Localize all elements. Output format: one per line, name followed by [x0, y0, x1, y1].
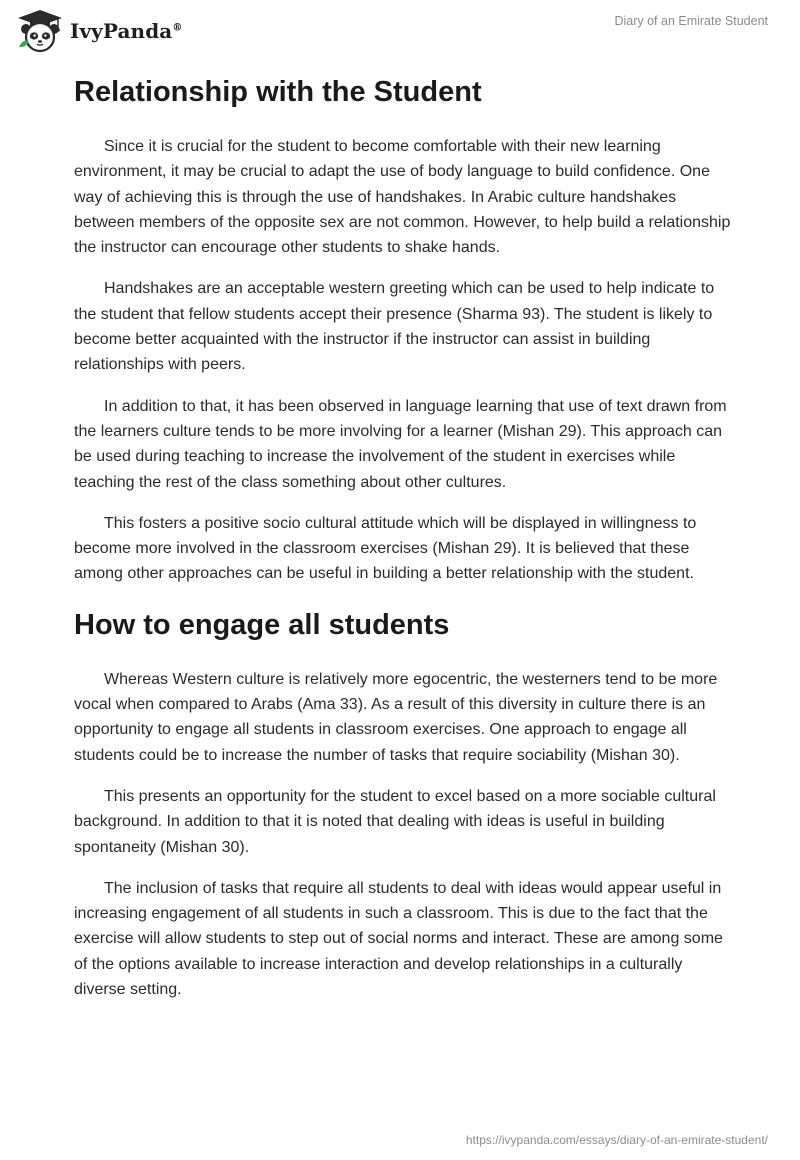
essay-content	[74, 72, 734, 1018]
document-title: Diary of an Emirate Student	[614, 14, 768, 28]
paragraph: In addition to that, it has been observed in language learning that use of text drawn from the learners culture tends to be more involving for a learner (Mishan 29). This approach can be used during teaching to increase the involvement of the student in exercises while teaching the rest of the class something about other cultures.	[74, 397, 727, 491]
paragraph: This presents an opportunity for the student to excel based on a more sociable cultural background. In addition to that it is noted that dealing with ideas is useful in building spontaneity (Mishan 30).	[74, 787, 716, 856]
ivypanda-logo[interactable]	[16, 9, 182, 53]
source-url[interactable]: https://ivypanda.com/essays/diary-of-an-emirate-student/	[465, 1133, 768, 1147]
section-engage	[74, 605, 734, 1003]
paragraph: Whereas Western culture is relatively more egocentric, the westerners tend to be more vocal when compared to Arabs (Ama 33). As a result of this diversity in culture there is an opportunity to engage all students in classroom exercises. One approach to engage all students could be to increase the number of tasks that require sociability (Mishan 30).	[74, 670, 718, 764]
section-relationship	[74, 72, 734, 587]
section-heading: How to engage all students	[74, 608, 450, 641]
logo-text: IvyPanda®	[70, 19, 183, 43]
section-heading: Relationship with the Student	[74, 76, 482, 108]
paragraph: Since it is crucial for the student to become comfortable with their new learning environment, it may be crucial to adapt the use of body language to build confidence. One way of achieving this is through the use of handshakes. In Arabic culture handshakes between members of the opposite sex are not common. However, to help build a relationship the instructor can encourage other students to shake hands.	[74, 138, 731, 257]
page-header	[0, 0, 800, 60]
paragraph: Handshakes are an acceptable western greeting which can be used to help indicate to the student that fellow students accept their presence (Sharma 93). The student is likely to become better acquainted with the instructor if the instructor can assist in building relationships with peers.	[74, 280, 715, 374]
paragraph: The inclusion of tasks that require all students to deal with ideas would appear useful in increasing engagement of all students in such a classroom. This is due to the fact that the exercise will allow students to step out of social norms and interact. These are among some of the options available to increase interaction and develop relationships in a culturally diverse setting.	[74, 879, 723, 999]
panda-graduate-icon	[16, 9, 64, 53]
paragraph: This fosters a positive socio cultural attitude which will be displayed in willingness to become more involved in the classroom exercises (Mishan 29). It is believed that these among other approaches can be useful in building a better relationship with the student.	[74, 514, 697, 583]
